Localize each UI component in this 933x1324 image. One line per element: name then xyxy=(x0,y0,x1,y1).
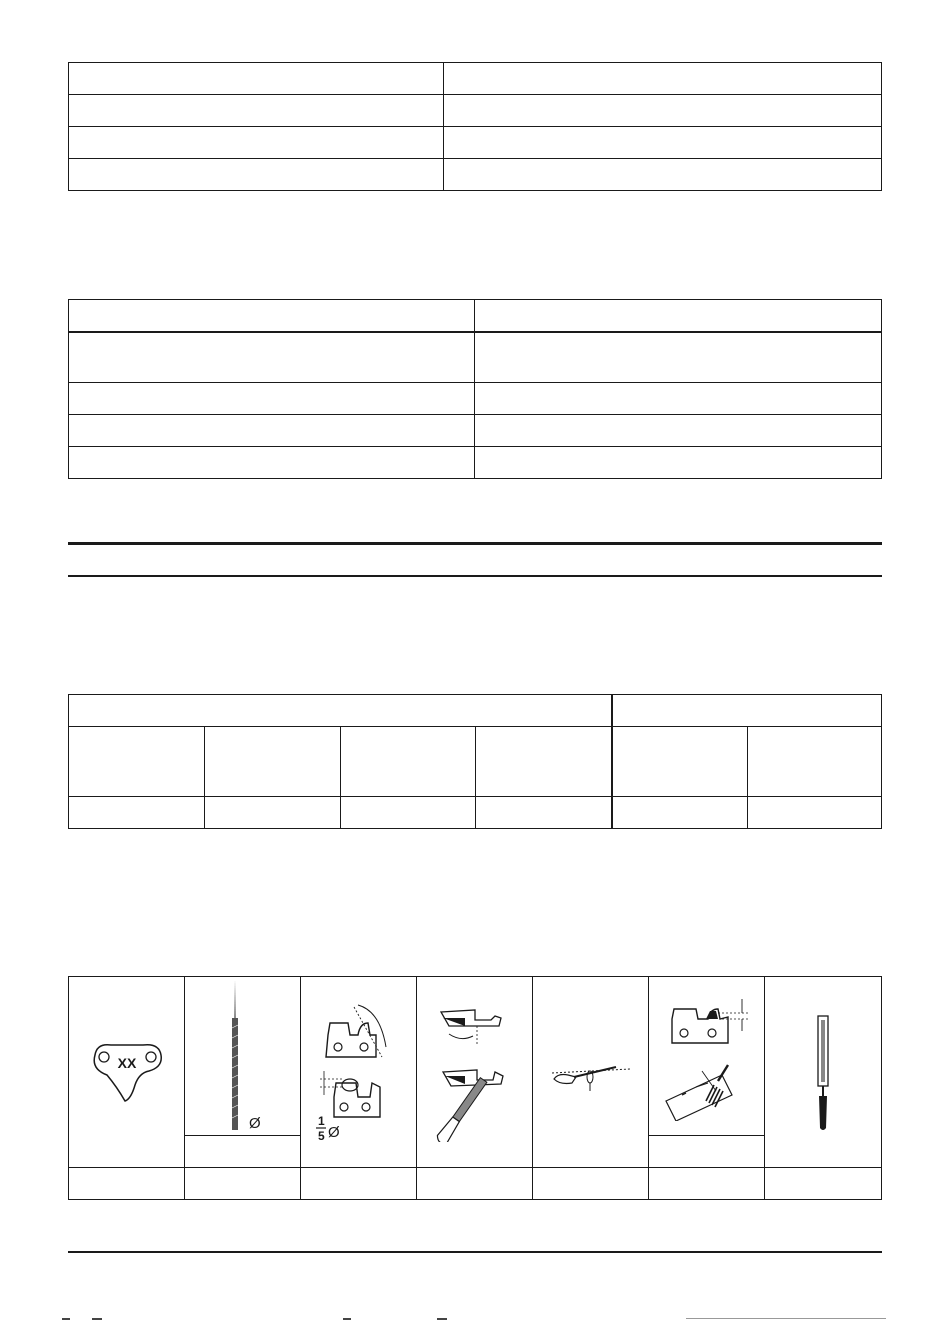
table-row xyxy=(69,727,882,797)
fraction-numerator: 1 xyxy=(317,1114,325,1128)
file-holder-angle-icon xyxy=(435,1002,515,1142)
table-header-row xyxy=(69,300,882,333)
tool-cell xyxy=(533,977,649,1168)
depth-gauge-setting-icon xyxy=(662,991,752,1121)
round-file-icon xyxy=(213,978,273,1134)
table-row xyxy=(69,159,882,191)
table-row xyxy=(69,63,882,95)
table-header-row xyxy=(69,695,882,727)
empty-table-1 xyxy=(68,62,882,191)
file-handle-level-icon xyxy=(546,1047,636,1097)
tool-cell xyxy=(185,977,301,1136)
diameter-label: Ø xyxy=(248,1115,261,1132)
gauge-label: XX xyxy=(117,1055,136,1071)
tool-cell xyxy=(649,977,765,1136)
table-row xyxy=(69,415,882,447)
tool-cell xyxy=(765,977,882,1168)
table-row xyxy=(69,447,882,479)
drive-link-gauge-icon xyxy=(87,1037,167,1107)
fraction-denominator: 5 xyxy=(317,1129,325,1143)
table-row xyxy=(69,127,882,159)
tool-cell xyxy=(417,977,533,1168)
cutter-file-angle-icon xyxy=(314,997,404,1147)
diameter-label: Ø xyxy=(327,1124,340,1141)
empty-table-3 xyxy=(68,694,882,829)
footer-rule xyxy=(68,1251,882,1253)
table-row xyxy=(69,95,882,127)
table-row xyxy=(69,1168,882,1200)
table-row xyxy=(69,383,882,415)
tool-cell xyxy=(69,977,185,1168)
empty-table-2 xyxy=(68,299,882,479)
tool-table xyxy=(68,976,882,1200)
flat-file-tool-icon xyxy=(808,1012,838,1132)
table-row xyxy=(69,797,882,829)
section-rule-top xyxy=(68,542,882,545)
cropped-footer-text xyxy=(0,1318,933,1324)
section-rule-bottom xyxy=(68,575,882,577)
tool-illustration-row xyxy=(69,977,882,1136)
table-row xyxy=(69,332,882,383)
tool-cell xyxy=(301,977,417,1168)
